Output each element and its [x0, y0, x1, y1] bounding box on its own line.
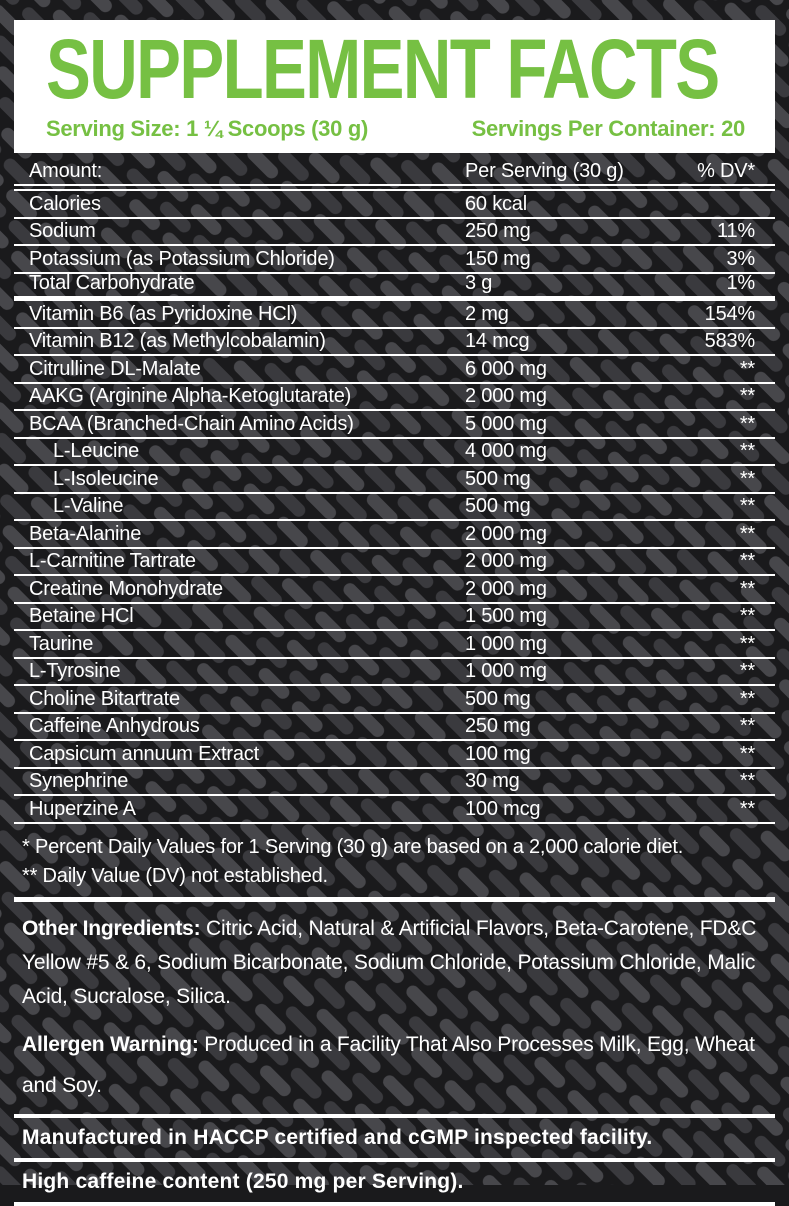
table-row	[14, 494, 775, 522]
row-daily-value: **	[739, 550, 755, 572]
row-daily-value: **	[739, 577, 755, 600]
table-row	[14, 549, 775, 577]
row-ingredient-name: Huperzine A	[29, 798, 136, 819]
row-amount-per-serving: 2 mg	[465, 302, 509, 325]
row-ingredient-name: Creatine Monohydrate	[29, 578, 223, 599]
header-double-rule	[14, 184, 775, 191]
row-amount-per-serving: 500 mg	[465, 687, 531, 710]
table-row	[14, 384, 775, 412]
row-amount-per-serving: 500 mg	[465, 495, 531, 517]
row-ingredient-name: BCAA (Branched-Chain Amino Acids)	[29, 413, 354, 434]
row-ingredient-name: Sodium	[29, 221, 96, 241]
table-row	[14, 576, 775, 604]
caffeine-statement: High caffeine content (250 mg per Serving).	[22, 1169, 464, 1193]
row-ingredient-name: Caffeine Anhydrous	[29, 716, 200, 736]
row-ingredient-name: Calories	[29, 193, 101, 214]
serving-size-text: Serving Size: 1 ¼ Scoops (30 g)	[46, 116, 369, 141]
footnotes	[14, 824, 775, 891]
row-daily-value: **	[739, 742, 755, 765]
row-daily-value: **	[739, 715, 755, 737]
table-row	[14, 246, 775, 274]
row-amount-per-serving: 100 mg	[465, 742, 531, 765]
row-ingredient-name: AAKG (Arginine Alpha-Ketoglutarate)	[29, 386, 352, 406]
row-daily-value: **	[739, 632, 755, 655]
page-title: SUPPLEMENT FACTS	[46, 22, 719, 116]
row-amount-per-serving: 6 000 mg	[465, 357, 547, 380]
row-daily-value: **	[739, 440, 755, 462]
row-ingredient-name: Citrulline DL-Malate	[29, 358, 201, 379]
table-row	[14, 769, 775, 797]
table-row	[14, 741, 775, 769]
row-amount-per-serving: 100 mcg	[465, 797, 541, 820]
table-row	[14, 714, 775, 742]
row-daily-value: **	[739, 687, 755, 710]
table-row	[14, 219, 775, 247]
row-amount-per-serving: 5 000 mg	[465, 412, 547, 435]
other-ingredients-text: Citric Acid, Natural & Artificial Flavors, Beta-Carotene, FD&C Yellow #5 & 6, Sodium Bicarbonate, Sodium Chloride, Potassium Chloride, Malic Acid, Sucralose, Silica.	[22, 916, 757, 1008]
table-row	[14, 686, 775, 714]
allergen-warning-label: Allergen Warning:	[22, 1032, 199, 1056]
row-daily-value: **	[739, 605, 755, 627]
row-amount-per-serving: 2 000 mg	[465, 522, 547, 545]
supplement-facts-card	[14, 20, 775, 153]
row-amount-per-serving: 4 000 mg	[465, 440, 547, 462]
row-amount-per-serving: 60 kcal	[465, 192, 527, 215]
allergen-warning	[14, 1016, 775, 1114]
row-amount-per-serving: 14 mcg	[465, 330, 530, 352]
row-daily-value: 1%	[726, 272, 755, 294]
other-ingredients-label: Other Ingredients:	[22, 916, 201, 940]
other-ingredients	[14, 904, 775, 1014]
column-header-dv: % DV*	[697, 160, 755, 182]
row-daily-value: **	[739, 385, 755, 407]
row-amount-per-serving: 1 000 mg	[465, 660, 547, 682]
row-ingredient-name: Vitamin B12 (as Methylcobalamin)	[29, 331, 326, 351]
row-ingredient-name: Total Carbohydrate	[29, 273, 195, 293]
footnote-dv-not-established: ** Daily Value (DV) not established.	[22, 864, 328, 887]
serving-info-row	[46, 116, 745, 142]
row-daily-value: **	[739, 412, 755, 435]
row-ingredient-name: L-Tyrosine	[29, 661, 121, 681]
row-daily-value: **	[739, 495, 755, 517]
row-daily-value: 3%	[726, 247, 755, 270]
row-ingredient-name: L-Isoleucine	[53, 468, 159, 489]
table-row	[14, 301, 775, 329]
table-row	[14, 796, 775, 824]
table-row	[14, 329, 775, 357]
row-daily-value: **	[739, 522, 755, 545]
table-row	[14, 191, 775, 219]
column-header-per-serving: Per Serving (30 g)	[465, 160, 624, 182]
row-daily-value: **	[739, 797, 755, 820]
row-daily-value: 583%	[704, 330, 755, 352]
row-amount-per-serving: 1 500 mg	[465, 605, 547, 627]
row-amount-per-serving: 1 000 mg	[465, 632, 547, 655]
row-ingredient-name: Beta-Alanine	[29, 523, 142, 544]
statement-divider	[14, 1202, 775, 1206]
table-row	[14, 439, 775, 467]
row-ingredient-name: L-Valine	[53, 496, 124, 516]
row-daily-value: 11%	[717, 220, 755, 242]
row-daily-value: **	[739, 467, 755, 490]
row-amount-per-serving: 2 000 mg	[465, 550, 547, 572]
section-divider	[14, 897, 775, 902]
table-row	[14, 466, 775, 494]
row-ingredient-name: L-Carnitine Tartrate	[29, 551, 196, 571]
row-daily-value: 154%	[704, 302, 755, 325]
facts-table-body	[14, 191, 775, 824]
table-row	[14, 521, 775, 549]
table-header-row	[14, 158, 775, 184]
row-ingredient-name: Vitamin B6 (as Pyridoxine HCl)	[29, 303, 298, 324]
row-ingredient-name: Capsicum annuum Extract	[29, 743, 259, 764]
facts-table	[14, 158, 775, 824]
allergen-warning-text: Produced in a Facility That Also Processes Milk, Egg, Wheat and Soy.	[22, 1032, 755, 1097]
servings-per-container-text: Servings Per Container: 20	[471, 116, 745, 141]
row-amount-per-serving: 30 mg	[465, 770, 520, 792]
row-amount-per-serving: 2 000 mg	[465, 385, 547, 407]
column-header-amount: Amount:	[29, 161, 103, 181]
row-amount-per-serving: 500 mg	[465, 467, 531, 490]
row-ingredient-name: Choline Bitartrate	[29, 688, 180, 709]
table-row	[14, 356, 775, 384]
manufacturing-statement: Manufactured in HACCP certified and cGMP inspected facility.	[22, 1125, 653, 1149]
row-amount-per-serving: 250 mg	[465, 220, 531, 242]
table-row	[14, 631, 775, 659]
table-row	[14, 411, 775, 439]
row-ingredient-name: Synephrine	[29, 771, 129, 791]
row-amount-per-serving: 250 mg	[465, 715, 531, 737]
table-row	[14, 659, 775, 687]
table-row	[14, 604, 775, 632]
row-amount-per-serving: 150 mg	[465, 247, 531, 270]
row-ingredient-name: Betaine HCl	[29, 606, 134, 626]
footnote-dv-basis: * Percent Daily Values for 1 Serving (30 g) are based on a 2,000 calorie diet.	[22, 835, 684, 858]
table-row	[14, 274, 775, 302]
row-amount-per-serving: 3 g	[465, 272, 493, 294]
row-daily-value: **	[739, 770, 755, 792]
row-daily-value: **	[739, 660, 755, 682]
row-ingredient-name: L-Leucine	[53, 441, 140, 461]
row-daily-value: **	[739, 357, 755, 380]
row-ingredient-name: Potassium (as Potassium Chloride)	[29, 248, 335, 269]
row-ingredient-name: Taurine	[29, 633, 94, 654]
row-amount-per-serving: 2 000 mg	[465, 577, 547, 600]
